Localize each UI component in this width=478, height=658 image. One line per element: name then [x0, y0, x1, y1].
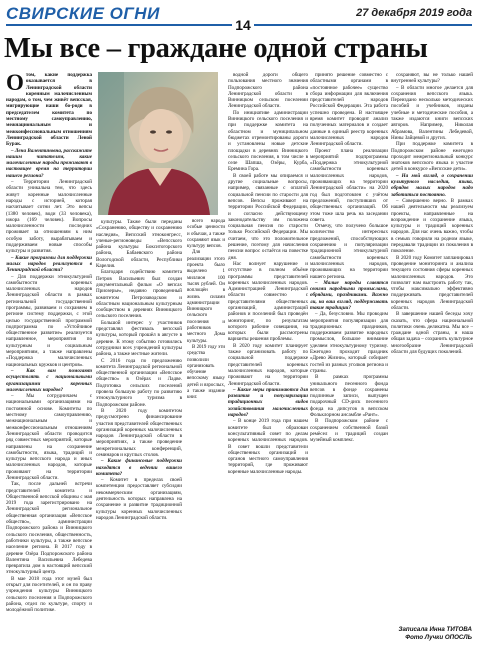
interview-question: – Малые народы славятся своими народными промыслами, обрядами, праздниками. Важно ли, на ваш взгляд, поддерживать такие традиции? — [310, 279, 388, 311]
interview-question: – Какие финансовые поддержки находятся в ведении вашего комитета? — [96, 458, 182, 477]
article-column-3 — [187, 219, 225, 652]
article-paragraph: сохраняют, вы не только нашей внутренней культуры? — [391, 72, 473, 85]
article-column-4 — [228, 72, 308, 652]
article-paragraph: – Совершенно верно. В рамках нашей деятельности мы реализуем проекты, направленные на возрождение и сохранение языка, культуры и традиций коренных народов. Для нас очень важно, чтобы в семьях говорили на родном языке, передавали традиции из поколения в поколение. — [391, 197, 473, 255]
article-paragraph: С 2016 года по предложению комитета Ленинградской региональной общественной организации «Вепсское общество» в Озёрах и Ладве. Подготовка сельских поселений провела большую работу по развитию этнокультурного туризма в Подпорожском районе. — [96, 357, 182, 408]
column-text — [96, 219, 182, 521]
article-paragraph: Отмечу, что получено большое количество интересных предложений, способствующих сохранению и популяризации традиционной этнокультурной самобытности коренных малочисленных народов, проживающих на территории нашего региона. — [310, 223, 388, 280]
article-paragraph: В 2020 году комитет планирует также организовать работу по социальной поддержке представителей коренных малочисленных народов, которые проживают на территории Ленинградской области. — [228, 342, 308, 387]
article-paragraph: – Комитет в пределах своей компетенции предоставляет субсидии некоммерческим организациям, деятельность которых направлена на сохранение и развитие традиционной культуры коренных малочисленных народов Ленинградской области. — [96, 477, 182, 521]
interview-question: – Как вам помогают осуществлять с национальными организациями коренных малочисленных народов? — [6, 367, 92, 393]
article-paragraph: В 2019 году эти средства позволили организовать обучение вепсскому языку детей и взрослых, а также издание книг. — [187, 344, 225, 401]
article-paragraph: всего народа особые ценности и обычаи, а также сохраняют язык и культуру вепсов. — [187, 219, 225, 250]
portrait-photo — [98, 72, 218, 215]
article-paragraph: Благодаря содействию комитета Петров Васильевич был создан документальный фильм «О вепсах Приозерье», недавно проведенный комитетом Петрозаводском и областным национальным культурным сообществом в деревнях Винницкого сельского поселения. — [96, 269, 182, 320]
article-paragraph: В 2020 году комитетом предусмотрено финансирование участия представителей общественных организаций коренных малочисленных народов Ленинградской области в мероприятиях, а также проведение межрегиональных конференций, семинаров и круглых столов. — [96, 407, 182, 458]
article-paragraph: Нас волнует нарушение и отсутствие в полном объёме программы представителей коренных малочисленных народов. Администрацией Ленинградской области совместно с представителями общественных организаций, администраций районов и поселений был проведён мониторинг, по результатам которого рабочие совещания, на которых были рассмотрены варианты решения проблемы. — [228, 260, 308, 343]
article-column-6 — [391, 72, 473, 622]
byline — [399, 626, 472, 642]
article-paragraph: В рамках программы уникального песенного фонда вепсов в фонде сохранены подлинные записи, выпущен подарочный CD-диск песенного фонда на дипсугов в вепсском Фольклорном ансамбле «Рант». — [310, 374, 388, 419]
article-paragraph: Для реализации этого проекта было выделено 1 миллион 100 тысяч рублей. Он воплощён в жизнь силами администрации Винницкого сельского поселения и работников местного Дома культуры. — [187, 250, 225, 344]
article-paragraph: Проект плана реализации мероприятий подпрограммы «Поддержка этнокультурной самобытности коренных малочисленных народов, проживающих на территории Ленинградской области» на 2020 год был подготовлен с учётом предложений, поступивших от общественных организаций. Об этом тоже шла речь на заседании совета. — [310, 147, 388, 223]
paper-name: СВИРСКИЕ ОГНИ — [6, 4, 160, 23]
page-number: 14 — [232, 17, 254, 33]
article-paragraph: Большой интерес у участников представлял фестиваль вепсской культуры, который прошёл в августе в деревне. К этому событию готовились сотрудники всех учреждений культуры района, а также местные жители. — [96, 319, 182, 358]
article-paragraph: – В области многое делается для сохранения вепсского языка. Переиздано несколько методических пособий и учебников, изданы учебные и методические пособия, а также издаются книги вепсских авторов. Например, Николая Абрамова, Валентины Лебедевой, Нины Зайцевой и других. — [391, 84, 473, 141]
article-paragraph: В завершение нашей беседы хочу сказать, что сфера национальной политики очень деликатна. Мы все – граждане одной страны, и наша общая задача – сохранить культурное многообразие Ленинградской области для будущих поколений. — [391, 311, 473, 356]
masthead — [6, 3, 472, 33]
interview-question: – Какие меры принимаются для развития и популяризации традиционных видов хозяйствования малочисленных народов? — [228, 386, 308, 419]
article-paragraph: В 2020 году Комитет запланировал проведение мониторинга и анализа текущего состояния сферы коренных малочисленных народов. Это позволит нам выстроить работу так, чтобы максимально эффективно поддерживать представителей коренных народов Ленинградской области. — [391, 254, 473, 311]
portrait-photo-image — [98, 72, 218, 215]
article-paragraph: По инициативе администрации Винницкого сельского поселения и при поддержке комитета на областном и муниципальном бюджетах отремонтированы дороги и установлены новые детские площадки в деревнях Винницкого сельского поселения, в том числе в селе Шапша, Озёры, Курба, Еремина Гора. — [228, 109, 308, 173]
article-paragraph: В Подпорожском районе с сохранением собственной базой ремёсел и традиций создан музейный комплекс. — [310, 418, 388, 444]
article-column-5 — [310, 72, 388, 652]
article-column-1 — [6, 72, 92, 652]
article-paragraph: – Мы сотрудничаем с национальными организациями на постоянной основе. Комитеты по местному самоуправлению, межнациональным и межконфессиональным отношениям Ленинградской области проводится ряд совместных мероприятий, которые направлены на сохранение самобытности, языка, традиций и культуры вепсского народа и иных малочисленных народов, которые проживают на территории Ленинградской области. — [6, 393, 92, 481]
interview-question: – Какие программы для поддержки малых народов реализуются в Ленинградской области? — [6, 254, 92, 274]
article-paragraph: В своей работе мы опираемся и другие социальные вопросы, например, связанные с оплатой социальной пенсии по старости для вепсов. Вепсы проживают на территории Российской Федерации, и согласно действующему законодательству им положена социальная пенсия по старости только Российской Федерации. Мы считаем, что это положительное решение, поэтому для начисления пенсии вопрос остаётся на повестке дня. — [228, 172, 308, 261]
column-text — [310, 72, 388, 444]
interview-question: – На мой взгляд, о сохранении культурного наследия, языка, обрядов малых народов надо заботиться постоянно. — [391, 172, 473, 198]
article-paragraph: культуры. Также были переданы «Сохранению, обществу и сохранению наследия», Вепсский этноконгресс, ученые-регионоведы «Вепсского района культуры Бокситогорского района, Бабаевского района Вологодской области, Республики Карелия. — [96, 219, 182, 270]
column-text — [187, 219, 225, 402]
byline-author: Записала Инна ТИТОВА — [398, 626, 472, 633]
article-paragraph: При поддержке комитета в Подпорожском районе ежегодно проходит межрегиональный конкурс знатоков вепсского языка и участие детей в конкурсе «Вепсские дети». — [391, 141, 473, 173]
article-paragraph: том, какие поддержка оказывается в Ленинградской области коренным малочисленным народам, о том, чем живёт вепсская, мигрирующие наши бо-роди в председателем комитета по местному самоуправлению, межнациональным и межконфессиональным отношениям Ленинградской области Леной Бурак. — [6, 72, 92, 148]
article-column-2 — [96, 219, 182, 652]
article-paragraph: водной дороги общего пользования местного значения Подпорожского района Ленинградской области в Винницком сельском поселении Ленинградской области. — [228, 72, 308, 110]
article-paragraph: Так, после дальней встречи представителей комитета и Общественной вепсской общины с мая 2019 года зарегистрировано на Ленинградской региональное общественная организация «Вепсское общество», администрации Подпорожского района и Винницкого сельского поселения, общественность, работники культуры, а также вепсское население региона. В 2017 году в деревне Озёра Подпорожского района Валентина Васильевна Лебедева превратила дом в настоящий вепсский этнокультурный центр. — [6, 481, 92, 576]
column-text — [391, 72, 473, 355]
article-paragraph: принято решение совместно с областными органами в «постоянное рабочее» существо сбора информации для включения представителей народов Российской Федерации. Эта работа успешно проведена. В настоящее время комитет проводит анализ полученных материалов и создает данные в единый реестр коренных малочисленных народов Ленинградской области. — [310, 72, 388, 148]
article-headline: Мы все – граждане одной страны — [4, 33, 428, 64]
drop-cap: О — [6, 72, 24, 95]
column-text — [6, 72, 92, 614]
article-paragraph: – Для поддержки этнокультурной самобытности коренных малочисленных народов Ленинградской области в рамках региональной государственной программы, развиваем и сохраняем в регионе систему поддержки, с этой целью государственной программой подпрограмма по «Устойчивое общественное развитие» реализуется направленное, мероприятия по культурным и социальным мероприятиям, а также направлены «Поддержка малочисленных национальных кружков и центров». — [6, 273, 92, 368]
issue-date: 27 декабря 2019 года — [356, 7, 472, 19]
byline-photo-credit: Фото Лучки ОПОСЛЬ — [405, 634, 472, 641]
article-paragraph: – В конце 2019 года при нашем комитете был образован консультативный совет по делам коренных малочисленных народов. В совет вошли представители общественных организаций и органов местного самоуправления территорий, где проживают коренные малочисленные народы. — [228, 418, 308, 475]
column-text — [228, 72, 308, 475]
interview-question: – Лена Валентиновна, расскажите нашим читателям, какие малочисленные народы проживают в настоящее время на территории нашего региона? — [6, 147, 92, 179]
article-paragraph: – Да, безусловно. Мы проводим мероприятия популяризации для традиционных праздников, поддерживаем развитие народных промыслов, большое внимание уделяем этнокультурному туризму. Ежегодно проходит праздник «Древо Жизни», который собирает гостей из разных уголков региона и страны. — [310, 311, 388, 374]
article-paragraph: – Территории Ленинградской области уникальна тем, что здесь живут коренные малочисленные народы с историей, которая насчитывает сотни лет. Это вепсы (1380 человек), води (33 человека), ижора (169 человек). Вопросы малочисленности последних проживает за отношениям к ним особую заботу, вырабатываем и поддерживаем новые способы культуры и развития. — [6, 179, 92, 255]
article-paragraph: В мае 2018 года этот музей был открыт для посетителей, и он по праву учреждения культуры Винницкого сельского поселения и Подпорожского района, отдел по культуре, спорту и молодёжной политике. — [6, 575, 92, 614]
